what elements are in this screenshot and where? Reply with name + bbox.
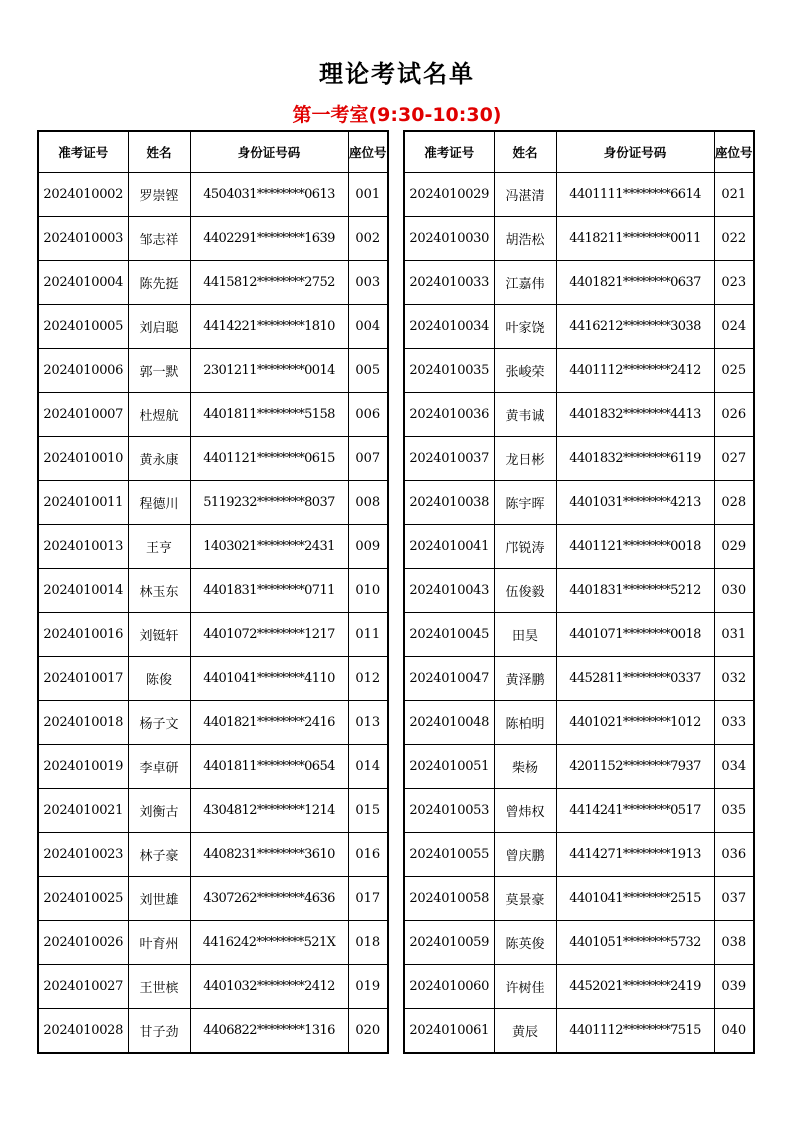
table-row [38,657,388,701]
cell-name: 程德川 [128,481,190,525]
cell-seat: 029 [714,525,754,569]
cell-id: 4401041********4110 [190,657,348,701]
cell-seat: 001 [348,173,388,217]
table-row [404,1009,754,1054]
cell-exam-no: 2024010023 [38,833,128,877]
cell-exam-no: 2024010059 [404,921,494,965]
cell-name: 黄韦诚 [494,393,556,437]
cell-seat: 014 [348,745,388,789]
cell-name: 莫景豪 [494,877,556,921]
cell-id: 4416242********521X [190,921,348,965]
table-row [38,481,388,525]
table-row [38,745,388,789]
table-row [404,525,754,569]
cell-exam-no: 2024010011 [38,481,128,525]
cell-name: 陈先挺 [128,261,190,305]
cell-seat: 019 [348,965,388,1009]
cell-id: 4401821********2416 [190,701,348,745]
table-row [404,789,754,833]
cell-name: 王世槟 [128,965,190,1009]
table-row [38,833,388,877]
cell-id: 4401111********6614 [556,173,714,217]
cell-seat: 028 [714,481,754,525]
cell-exam-no: 2024010014 [38,569,128,613]
cell-exam-no: 2024010051 [404,745,494,789]
cell-exam-no: 2024010058 [404,877,494,921]
cell-name: 龙日彬 [494,437,556,481]
cell-name: 王亨 [128,525,190,569]
cell-exam-no: 2024010027 [38,965,128,1009]
cell-id: 4304812********1214 [190,789,348,833]
cell-id: 4414271********1913 [556,833,714,877]
cell-id: 4406822********1316 [190,1009,348,1054]
cell-seat: 031 [714,613,754,657]
cell-id: 4402291********1639 [190,217,348,261]
table-row [38,305,388,349]
header-exam-no: 准考证号 [38,131,128,173]
cell-id: 4401112********7515 [556,1009,714,1054]
table-row [404,613,754,657]
cell-seat: 025 [714,349,754,393]
table-row [38,613,388,657]
table-header-row [38,131,388,173]
cell-name: 刘启聪 [128,305,190,349]
cell-exam-no: 2024010034 [404,305,494,349]
cell-id: 4416212********3038 [556,305,714,349]
table-row [38,921,388,965]
cell-exam-no: 2024010017 [38,657,128,701]
table-row [38,525,388,569]
cell-id: 2301211********0014 [190,349,348,393]
cell-name: 刘衡古 [128,789,190,833]
cell-exam-no: 2024010035 [404,349,494,393]
cell-seat: 039 [714,965,754,1009]
cell-seat: 007 [348,437,388,481]
cell-name: 李卓研 [128,745,190,789]
cell-exam-no: 2024010043 [404,569,494,613]
cell-id: 4401811********0654 [190,745,348,789]
cell-name: 陈柏明 [494,701,556,745]
cell-id: 5119232********8037 [190,481,348,525]
cell-name: 陈俊 [128,657,190,701]
cell-id: 4401051********5732 [556,921,714,965]
exam-room-subtitle: 第一考室(9:30-10:30) [292,104,502,126]
cell-exam-no: 2024010016 [38,613,128,657]
cell-name: 陈宇晖 [494,481,556,525]
cell-exam-no: 2024010013 [38,525,128,569]
cell-name: 罗崇铿 [128,173,190,217]
roster-table-left [37,130,389,1054]
cell-name: 邝锐涛 [494,525,556,569]
cell-id: 4201152********7937 [556,745,714,789]
cell-exam-no: 2024010045 [404,613,494,657]
table-row [38,349,388,393]
cell-exam-no: 2024010005 [38,305,128,349]
table-row [38,437,388,481]
cell-name: 黄辰 [494,1009,556,1054]
cell-name: 江嘉伟 [494,261,556,305]
cell-exam-no: 2024010006 [38,349,128,393]
cell-exam-no: 2024010021 [38,789,128,833]
cell-name: 曾庆鹏 [494,833,556,877]
cell-id: 4452811********0337 [556,657,714,701]
cell-seat: 027 [714,437,754,481]
table-row [404,173,754,217]
cell-id: 4401032********2412 [190,965,348,1009]
cell-id: 4414241********0517 [556,789,714,833]
header-seat: 座位号 [714,131,754,173]
table-row [38,701,388,745]
cell-seat: 040 [714,1009,754,1054]
cell-name: 林玉东 [128,569,190,613]
cell-exam-no: 2024010041 [404,525,494,569]
table-row [404,877,754,921]
cell-id: 4401811********5158 [190,393,348,437]
cell-exam-no: 2024010038 [404,481,494,525]
table-row [38,877,388,921]
cell-exam-no: 2024010030 [404,217,494,261]
cell-name: 刘世雄 [128,877,190,921]
cell-id: 4408231********3610 [190,833,348,877]
cell-seat: 032 [714,657,754,701]
cell-seat: 020 [348,1009,388,1054]
cell-id: 4401121********0018 [556,525,714,569]
table-row [404,921,754,965]
cell-id: 1403021********2431 [190,525,348,569]
cell-seat: 004 [348,305,388,349]
cell-seat: 003 [348,261,388,305]
cell-name: 邹志祥 [128,217,190,261]
cell-name: 田昊 [494,613,556,657]
table-row [38,569,388,613]
header-name: 姓名 [128,131,190,173]
table-row [404,745,754,789]
header-id-no: 身份证号码 [556,131,714,173]
cell-id: 4401021********1012 [556,701,714,745]
cell-name: 曾炜权 [494,789,556,833]
table-row [404,349,754,393]
cell-seat: 017 [348,877,388,921]
table-row [404,657,754,701]
cell-name: 郭一默 [128,349,190,393]
cell-exam-no: 2024010007 [38,393,128,437]
cell-seat: 038 [714,921,754,965]
header-exam-no: 准考证号 [404,131,494,173]
table-row [404,305,754,349]
table-row [404,481,754,525]
cell-exam-no: 2024010003 [38,217,128,261]
cell-seat: 010 [348,569,388,613]
cell-exam-no: 2024010036 [404,393,494,437]
cell-name: 叶育州 [128,921,190,965]
table-row [38,965,388,1009]
cell-id: 4401112********2412 [556,349,714,393]
cell-name: 林子豪 [128,833,190,877]
cell-seat: 013 [348,701,388,745]
header-id-no: 身份证号码 [190,131,348,173]
cell-id: 4418211********0011 [556,217,714,261]
cell-seat: 006 [348,393,388,437]
table-row [404,833,754,877]
cell-seat: 035 [714,789,754,833]
header-name: 姓名 [494,131,556,173]
cell-id: 4401832********6119 [556,437,714,481]
cell-exam-no: 2024010019 [38,745,128,789]
cell-exam-no: 2024010002 [38,173,128,217]
cell-seat: 022 [714,217,754,261]
cell-exam-no: 2024010028 [38,1009,128,1054]
cell-exam-no: 2024010047 [404,657,494,701]
cell-name: 冯湛清 [494,173,556,217]
table-row [404,965,754,1009]
cell-seat: 033 [714,701,754,745]
cell-seat: 024 [714,305,754,349]
cell-name: 黄永康 [128,437,190,481]
cell-exam-no: 2024010026 [38,921,128,965]
roster-table-right [403,130,755,1054]
cell-name: 黄泽鹏 [494,657,556,701]
cell-exam-no: 2024010025 [38,877,128,921]
cell-name: 杜煜航 [128,393,190,437]
table-row [38,261,388,305]
table-row [404,261,754,305]
cell-id: 4401832********4413 [556,393,714,437]
cell-seat: 012 [348,657,388,701]
cell-name: 伍俊毅 [494,569,556,613]
cell-exam-no: 2024010061 [404,1009,494,1054]
table-row [38,393,388,437]
table-row [404,217,754,261]
cell-exam-no: 2024010029 [404,173,494,217]
cell-id: 4504031********0613 [190,173,348,217]
cell-seat: 034 [714,745,754,789]
cell-id: 4401121********0615 [190,437,348,481]
cell-seat: 005 [348,349,388,393]
cell-exam-no: 2024010033 [404,261,494,305]
cell-seat: 009 [348,525,388,569]
cell-seat: 036 [714,833,754,877]
table-row [38,173,388,217]
cell-name: 张峻荣 [494,349,556,393]
cell-seat: 030 [714,569,754,613]
cell-name: 胡浩松 [494,217,556,261]
cell-exam-no: 2024010004 [38,261,128,305]
cell-exam-no: 2024010055 [404,833,494,877]
table-row [404,437,754,481]
cell-seat: 037 [714,877,754,921]
header-seat: 座位号 [348,131,388,173]
cell-id: 4401041********2515 [556,877,714,921]
cell-seat: 021 [714,173,754,217]
cell-id: 4414221********1810 [190,305,348,349]
cell-seat: 011 [348,613,388,657]
cell-seat: 008 [348,481,388,525]
table-header-row [404,131,754,173]
cell-exam-no: 2024010053 [404,789,494,833]
cell-name: 刘铤轩 [128,613,190,657]
cell-exam-no: 2024010010 [38,437,128,481]
cell-name: 陈英俊 [494,921,556,965]
cell-id: 4401031********4213 [556,481,714,525]
cell-name: 许树佳 [494,965,556,1009]
cell-exam-no: 2024010037 [404,437,494,481]
cell-id: 4415812********2752 [190,261,348,305]
cell-id: 4401831********5212 [556,569,714,613]
cell-seat: 002 [348,217,388,261]
cell-id: 4401831********0711 [190,569,348,613]
cell-exam-no: 2024010018 [38,701,128,745]
cell-seat: 016 [348,833,388,877]
table-row [38,1009,388,1054]
cell-id: 4401071********0018 [556,613,714,657]
cell-id: 4452021********2419 [556,965,714,1009]
table-row [38,789,388,833]
cell-exam-no: 2024010060 [404,965,494,1009]
cell-id: 4401072********1217 [190,613,348,657]
cell-seat: 026 [714,393,754,437]
cell-seat: 018 [348,921,388,965]
table-row [38,217,388,261]
cell-name: 甘子劲 [128,1009,190,1054]
cell-name: 柴杨 [494,745,556,789]
cell-name: 杨子文 [128,701,190,745]
page-title: 理论考试名单 [319,60,475,88]
cell-name: 叶家饶 [494,305,556,349]
table-row [404,701,754,745]
table-row [404,569,754,613]
table-row [404,393,754,437]
cell-id: 4307262********4636 [190,877,348,921]
cell-seat: 023 [714,261,754,305]
cell-id: 4401821********0637 [556,261,714,305]
cell-seat: 015 [348,789,388,833]
cell-exam-no: 2024010048 [404,701,494,745]
